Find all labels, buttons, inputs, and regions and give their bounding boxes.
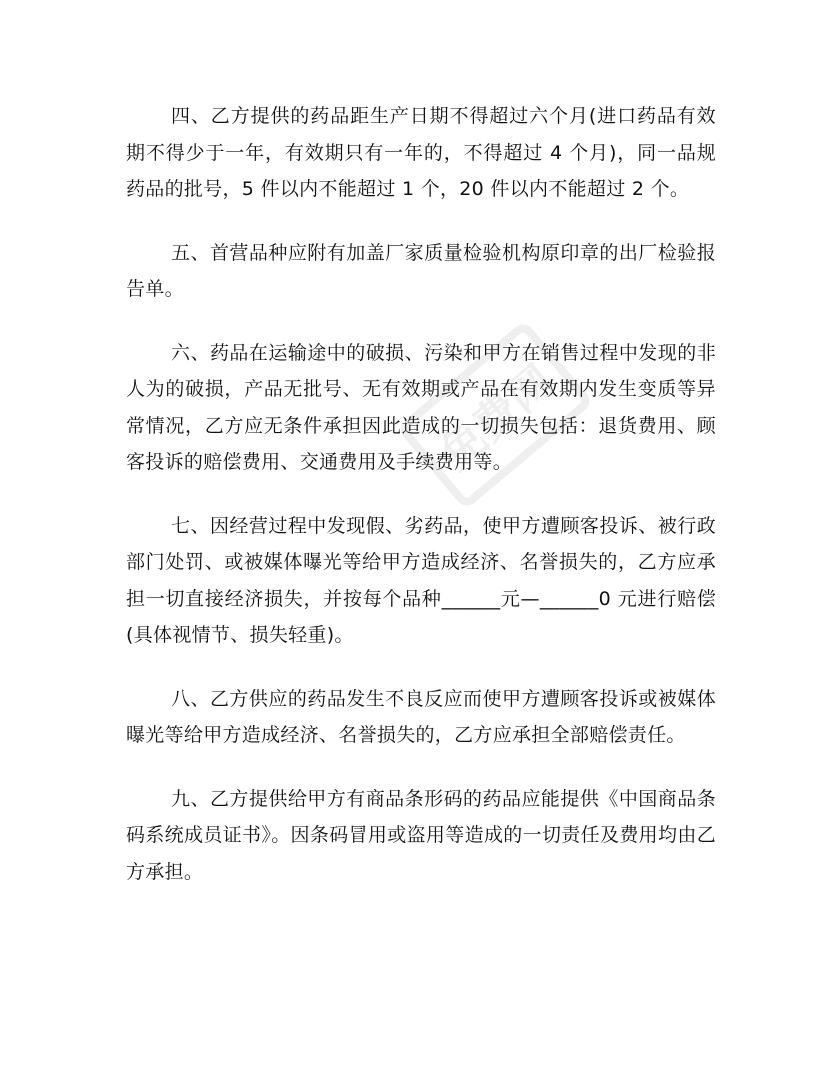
clause-8: 八、乙方供应的药品发生不良反应而使甲方遭顾客投诉或被媒体曝光等给甲方造成经济、名誉损失的，乙方应承担全部赔偿责任。 bbox=[126, 687, 716, 746]
clause-5: 五、首营品种应附有加盖厂家质量检验机构原印章的出厂检验报告单。 bbox=[126, 241, 716, 300]
document-body bbox=[126, 98, 716, 917]
clause-4: 四、乙方提供的药品距生产日期不得超过六个月(进口药品有效期不得少于一年，有效期只有一年的，不得超过 4 个月)，同一品规药品的批号，5 件以内不能超过 1 个，20 件以内不能超过 2 个。 bbox=[126, 105, 716, 200]
clause-6: 六、药品在运输途中的破损、污染和甲方在销售过程中发现的非人为的破损，产品无批号、无有效期或产品在有效期内发生变质等异常情况，乙方应无条件承担因此造成的一切损失包括：退货费用、顾客投诉的赔偿费用、交通费用及手续费用等。 bbox=[126, 341, 716, 473]
clause-9: 九、乙方提供给甲方有商品条形码的药品应能提供《中国商品条码系统成员证书》。因条码冒用或盗用等造成的一切责任及费用均由乙方承担。 bbox=[126, 787, 716, 883]
clause-7: 七、因经营过程中发现假、劣药品，使甲方遭顾客投诉、被行政部门处罚、或被媒体曝光等给甲方造成经济、名誉损失的，乙方应承担一切直接经济损失，并按每个品种______元—______0 元进行赔偿(具体视情节、损失轻重)。 bbox=[126, 514, 716, 646]
watermark-text: 免费网 bbox=[430, 355, 565, 480]
